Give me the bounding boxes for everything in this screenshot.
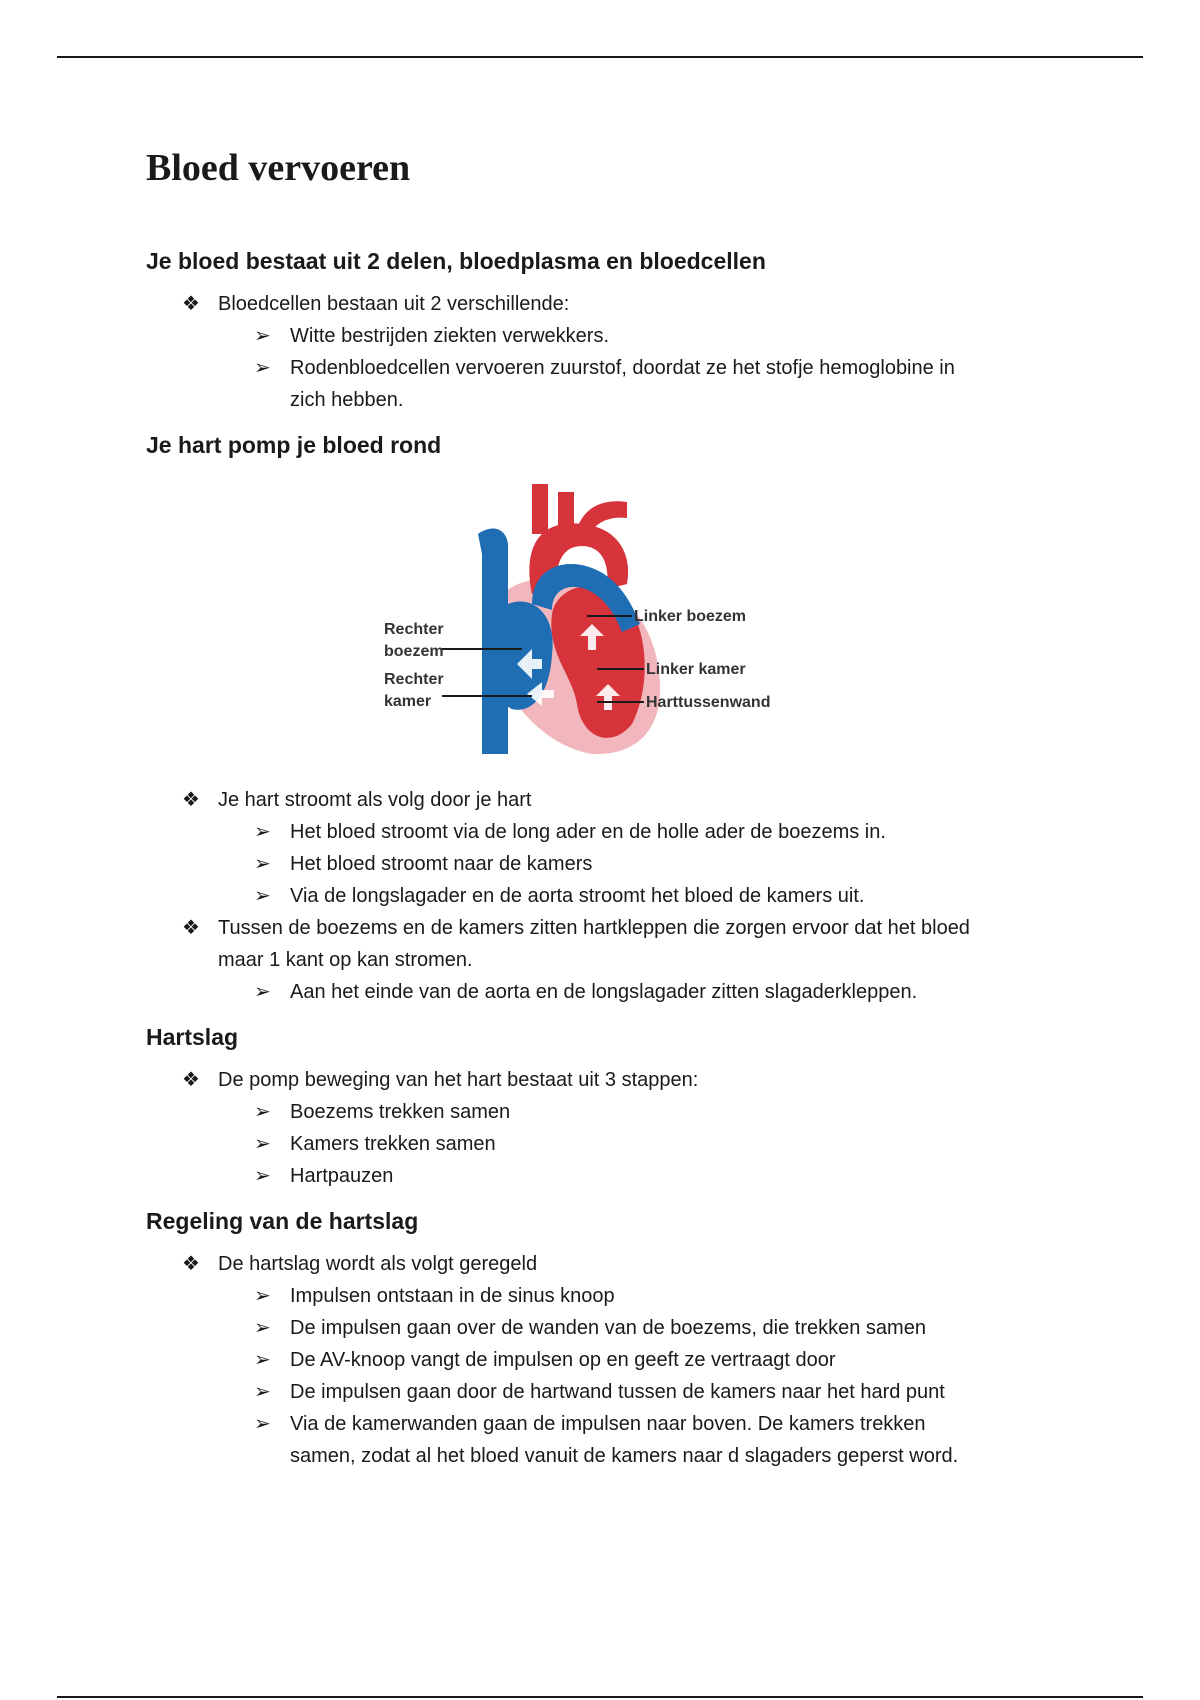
list-item-text: Bloedcellen bestaan uit 2 verschillende: [218, 293, 570, 315]
section-list-hartslag [146, 1064, 1066, 1192]
section-heading-hart: Je hart pomp je bloed rond [146, 432, 442, 458]
list-item-text: Hartpauzen [290, 1165, 394, 1187]
list-item [146, 784, 1066, 816]
label-linker-kamer: Linker kamer [646, 661, 746, 678]
arrow-bullet-icon: ➢ [254, 325, 271, 347]
list-item [146, 912, 1066, 944]
list-item-text: Je hart stroomt als volg door je hart [218, 789, 532, 811]
document-body [146, 120, 1066, 1472]
diamond-bullet-icon: ❖ [182, 1069, 200, 1091]
list-item [146, 1248, 1066, 1280]
list-item [146, 1064, 1066, 1096]
section-heading-hartslag: Hartslag [146, 1024, 239, 1050]
arrow-bullet-icon: ➢ [254, 821, 271, 843]
top-rule [57, 56, 1143, 58]
heart-diagram [382, 464, 782, 764]
list-item [146, 880, 1066, 912]
list-item [146, 352, 1066, 384]
arrow-bullet-icon: ➢ [254, 981, 271, 1003]
label-rechter-kamer: Rechter [384, 671, 444, 688]
list-item-text: maar 1 kant op kan stromen. [218, 949, 473, 971]
aorta-branch-3 [578, 501, 627, 534]
section-list-hart [146, 784, 1066, 1008]
list-item [146, 976, 1066, 1008]
section-list-regeling [146, 1248, 1066, 1472]
section-heading-bloed: Je bloed bestaat uit 2 delen, bloedplasma en bloedcellen [146, 248, 766, 274]
arrow-bullet-icon: ➢ [254, 1101, 271, 1123]
arrow-bullet-icon: ➢ [254, 1381, 271, 1403]
aorta-branch-2 [558, 492, 574, 532]
list-item-text: Impulsen ontstaan in de sinus knoop [290, 1285, 615, 1307]
list-item-text: De impulsen gaan door de hartwand tussen de kamers naar het hard punt [290, 1381, 945, 1403]
list-item-continuation [146, 944, 1066, 976]
list-item-text: De impulsen gaan over de wanden van de boezems, die trekken samen [290, 1317, 926, 1339]
diamond-bullet-icon: ❖ [182, 1253, 200, 1275]
list-item-text: Rodenbloedcellen vervoeren zuurstof, doordat ze het stofje hemoglobine in [290, 357, 955, 379]
list-item-text: Het bloed stroomt via de long ader en de holle ader de boezems in. [290, 821, 886, 843]
arrow-bullet-icon: ➢ [254, 1165, 271, 1187]
arrow-bullet-icon: ➢ [254, 853, 271, 875]
arrow-bullet-icon: ➢ [254, 1133, 271, 1155]
list-item [146, 1160, 1066, 1192]
diamond-bullet-icon: ❖ [182, 917, 200, 939]
bottom-rule [57, 1696, 1143, 1698]
list-item-text: De AV-knoop vangt de impulsen op en geeft ze vertraagt door [290, 1349, 836, 1371]
arrow-bullet-icon: ➢ [254, 1349, 271, 1371]
arrow-bullet-icon: ➢ [254, 885, 271, 907]
diamond-bullet-icon: ❖ [182, 293, 200, 315]
list-item-text: Via de kamerwanden gaan de impulsen naar boven. De kamers trekken [290, 1413, 926, 1435]
list-item [146, 816, 1066, 848]
list-item [146, 1312, 1066, 1344]
aorta-branch-1 [532, 484, 548, 534]
label-harttussenwand: Harttussenwand [646, 694, 771, 711]
page-title: Bloed vervoeren [146, 147, 411, 189]
list-item-text: samen, zodat al het bloed vanuit de kamers naar d slagaders geperst word. [290, 1445, 959, 1467]
list-item-text: Via de longslagader en de aorta stroomt het bloed de kamers uit. [290, 885, 865, 907]
label-rechter-kamer: kamer [384, 693, 432, 710]
label-linker-boezem: Linker boezem [634, 608, 747, 625]
list-item [146, 1280, 1066, 1312]
list-item [146, 288, 1066, 320]
list-item [146, 320, 1066, 352]
list-item-text: Kamers trekken samen [290, 1133, 496, 1155]
list-item-text: Aan het einde van de aorta en de longslagader zitten slagaderkleppen. [290, 981, 918, 1003]
arrow-bullet-icon: ➢ [254, 357, 271, 379]
section-heading-regeling: Regeling van de hartslag [146, 1208, 419, 1234]
list-item [146, 1376, 1066, 1408]
list-item [146, 1344, 1066, 1376]
label-rechter-boezem: Rechter [384, 621, 444, 638]
list-item-text: Tussen de boezems en de kamers zitten hartkleppen die zorgen ervoor dat het bloed [218, 917, 970, 939]
list-item-text: De hartslag wordt als volgt geregeld [218, 1253, 538, 1275]
list-item-text: Het bloed stroomt naar de kamers [290, 853, 593, 875]
list-item-continuation [146, 384, 1066, 416]
list-item [146, 1096, 1066, 1128]
list-item-continuation [146, 1440, 1066, 1472]
list-item-text: De pomp beweging van het hart bestaat uit 3 stappen: [218, 1069, 699, 1091]
list-item [146, 1128, 1066, 1160]
list-item [146, 848, 1066, 880]
list-item-text: zich hebben. [290, 389, 404, 411]
label-rechter-boezem: boezem [384, 643, 444, 660]
section-list-bloed [146, 288, 1066, 416]
list-item-text: Boezems trekken samen [290, 1101, 511, 1123]
arrow-bullet-icon: ➢ [254, 1413, 271, 1435]
heart-figure [146, 464, 1066, 784]
diamond-bullet-icon: ❖ [182, 789, 200, 811]
list-item-text: Witte bestrijden ziekten verwekkers. [290, 325, 610, 347]
arrow-bullet-icon: ➢ [254, 1285, 271, 1307]
list-item [146, 1408, 1066, 1440]
arrow-bullet-icon: ➢ [254, 1317, 271, 1339]
